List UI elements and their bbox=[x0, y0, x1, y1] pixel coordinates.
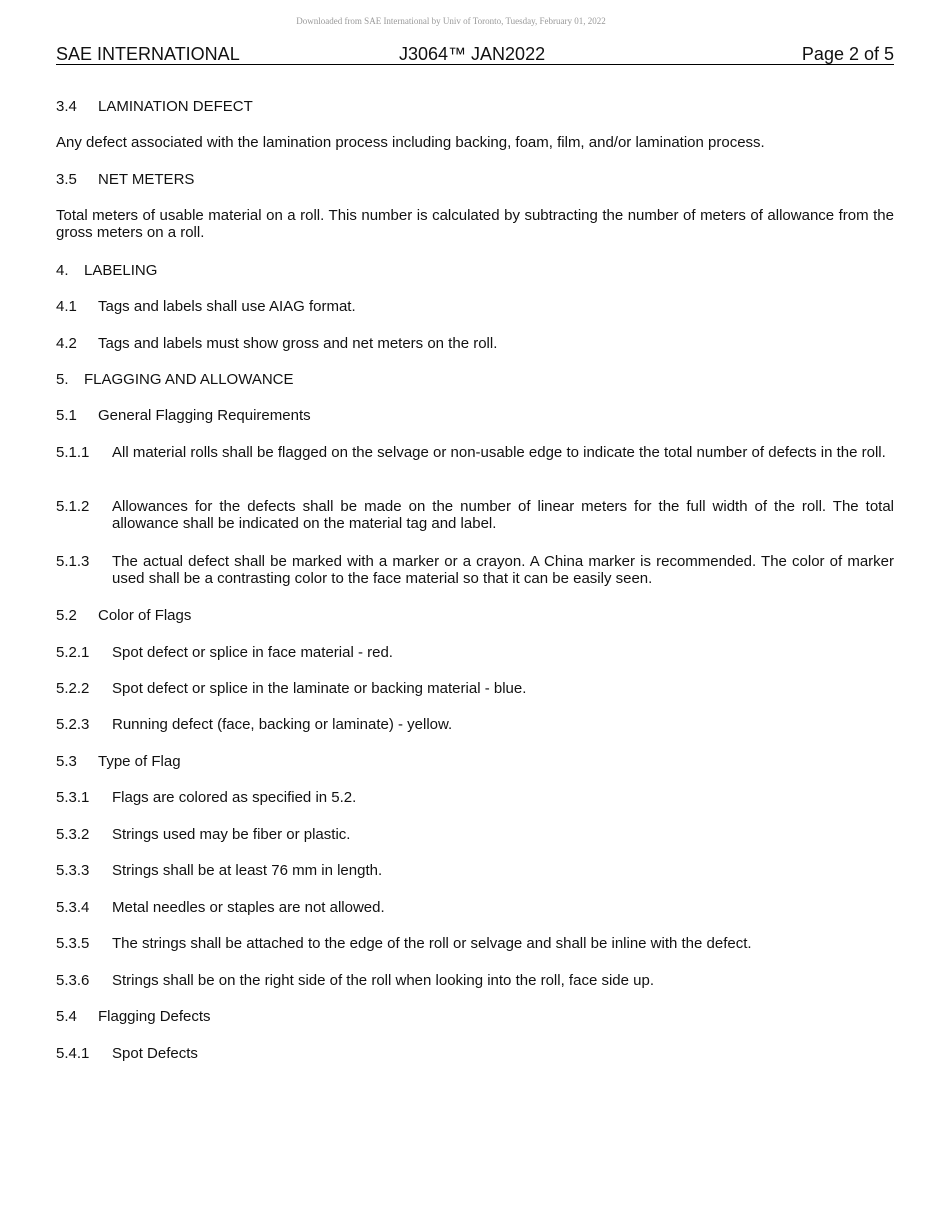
section-4: 4. LABELING bbox=[56, 262, 158, 279]
section-5-4: 5.4 Flagging Defects bbox=[56, 1008, 211, 1025]
section-5-3-2: 5.3.2 Strings used may be fiber or plastic. bbox=[56, 826, 351, 843]
section-4-2: 4.2 Tags and labels must show gross and net meters on the roll. bbox=[56, 335, 498, 352]
section-3-4-body: Any defect associated with the lamination process including backing, foam, film, and/or lamination process. bbox=[56, 134, 765, 151]
section-5-1-1: 5.1.1 All material rolls shall be flagged on the selvage or non-usable edge to indicate the total number of defects in the roll. bbox=[56, 444, 886, 461]
section-3-5: 3.5 NET METERS bbox=[56, 171, 195, 188]
section-5-2: 5.2 Color of Flags bbox=[56, 607, 192, 624]
header-page-number: Page 2 of 5 bbox=[801, 44, 894, 64]
section-5-3-4: 5.3.4 Metal needles or staples are not allowed. bbox=[56, 899, 385, 916]
download-notice: Downloaded from SAE International by Univ of Toronto, Tuesday, February 01, 2022 bbox=[296, 16, 606, 26]
header-org: SAE INTERNATIONAL bbox=[56, 44, 240, 64]
header-doc-id: J3064™ JAN2022 bbox=[399, 44, 546, 64]
section-5-1-3: 5.1.3 The actual defect shall be marked with a marker or a crayon. A China marker is recommended. The color of marker used shall be a contrasting color to the face material so that it can be easily seen. bbox=[56, 553, 894, 587]
section-5-3: 5.3 Type of Flag bbox=[56, 753, 181, 770]
section-5-3-6: 5.3.6 Strings shall be on the right side of the roll when looking into the roll, face side up. bbox=[56, 972, 654, 989]
section-5-1-2: 5.1.2 Allowances for the defects shall be made on the number of linear meters for the full width of the roll. The total allowance shall be indicated on the material tag and label. bbox=[56, 498, 894, 532]
section-5-2-1: 5.2.1 Spot defect or splice in face material - red. bbox=[56, 644, 393, 661]
page-header bbox=[56, 44, 894, 65]
section-5-2-2: 5.2.2 Spot defect or splice in the laminate or backing material - blue. bbox=[56, 680, 527, 697]
section-5-3-3: 5.3.3 Strings shall be at least 76 mm in length. bbox=[56, 862, 383, 879]
section-3-5-body: Total meters of usable material on a roll. This number is calculated by subtracting the number of meters of allowance from the gross meters on a roll. bbox=[56, 207, 894, 241]
section-3-4: 3.4 LAMINATION DEFECT bbox=[56, 98, 253, 115]
section-5-3-5: 5.3.5 The strings shall be attached to the edge of the roll or selvage and shall be inline with the defect. bbox=[56, 935, 752, 952]
section-4-1: 4.1 Tags and labels shall use AIAG format. bbox=[56, 298, 356, 315]
section-5-2-3: 5.2.3 Running defect (face, backing or laminate) - yellow. bbox=[56, 716, 453, 733]
section-5-1: 5.1 General Flagging Requirements bbox=[56, 407, 311, 424]
section-5: 5. FLAGGING AND ALLOWANCE bbox=[56, 371, 294, 388]
section-5-4-1: 5.4.1 Spot Defects bbox=[56, 1045, 198, 1062]
section-5-3-1: 5.3.1 Flags are colored as specified in 5.2. bbox=[56, 789, 357, 806]
